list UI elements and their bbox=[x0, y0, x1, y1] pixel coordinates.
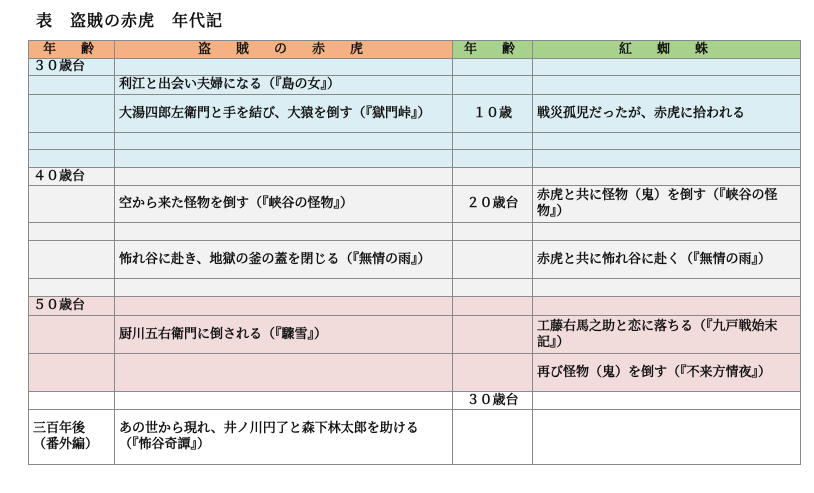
chronology-table bbox=[28, 40, 801, 465]
cell-age2 bbox=[453, 241, 533, 279]
cell-tiger: 大湯四郎左衛門と手を結び、大猿を倒す（『獄門峠』） bbox=[115, 95, 453, 133]
cell-spider bbox=[533, 133, 801, 150]
cell-age bbox=[29, 150, 115, 168]
cell-age: ４０歳台 bbox=[29, 168, 115, 186]
cell-spider: 再び怪物（鬼）を倒す（『不来方情夜』） bbox=[533, 354, 801, 392]
table-row bbox=[29, 392, 801, 410]
cell-tiger bbox=[115, 279, 453, 297]
cell-spider bbox=[533, 76, 801, 95]
cell-age2 bbox=[453, 316, 533, 354]
cell-tiger bbox=[115, 150, 453, 168]
table-row bbox=[29, 76, 801, 95]
cell-spider bbox=[533, 150, 801, 168]
cell-age2 bbox=[453, 354, 533, 392]
cell-tiger bbox=[115, 223, 453, 241]
cell-age bbox=[29, 316, 115, 354]
cell-spider bbox=[533, 392, 801, 410]
table-row bbox=[29, 186, 801, 223]
header-row bbox=[29, 41, 801, 59]
cell-spider bbox=[533, 168, 801, 186]
table-row bbox=[29, 410, 801, 465]
cell-age: 三百年後（番外編） bbox=[29, 410, 115, 465]
cell-age: ３０歳台 bbox=[29, 59, 115, 76]
cell-age: ５０歳台 bbox=[29, 297, 115, 316]
cell-tiger: 厨川五右衛門に倒される（『驟雪』） bbox=[115, 316, 453, 354]
cell-age2: ３０歳台 bbox=[453, 392, 533, 410]
cell-age2 bbox=[453, 223, 533, 241]
table-row bbox=[29, 150, 801, 168]
table-row bbox=[29, 223, 801, 241]
cell-age2: １０歳 bbox=[453, 95, 533, 133]
cell-spider: 工藤右馬之助と恋に落ちる（『九戸戦始末記』） bbox=[533, 316, 801, 354]
cell-age bbox=[29, 223, 115, 241]
cell-spider bbox=[533, 223, 801, 241]
cell-age bbox=[29, 241, 115, 279]
cell-tiger bbox=[115, 168, 453, 186]
table-row bbox=[29, 59, 801, 76]
cell-age2 bbox=[453, 76, 533, 95]
cell-spider: 戦災孤児だったが、赤虎に拾われる bbox=[533, 95, 801, 133]
table-row bbox=[29, 354, 801, 392]
table-row bbox=[29, 241, 801, 279]
cell-age2 bbox=[453, 150, 533, 168]
cell-age bbox=[29, 133, 115, 150]
cell-tiger: 利江と出会い夫婦になる（『島の女』） bbox=[115, 76, 453, 95]
cell-age2 bbox=[453, 59, 533, 76]
cell-age2 bbox=[453, 297, 533, 316]
cell-age2 bbox=[453, 279, 533, 297]
cell-spider: 赤虎と共に怪物（鬼）を倒す（『峡谷の怪物』） bbox=[533, 186, 801, 223]
table-title: 表 盗賊の赤虎 年代記 bbox=[36, 11, 224, 30]
table-row bbox=[29, 316, 801, 354]
cell-age2: ２０歳台 bbox=[453, 186, 533, 223]
header-age-spider: 年 齢 bbox=[453, 41, 533, 59]
cell-age bbox=[29, 76, 115, 95]
cell-tiger: あの世から現れ、井ノ川円了と森下林太郎を助ける（『怖谷奇譚』） bbox=[115, 410, 453, 465]
table-row bbox=[29, 133, 801, 150]
cell-age bbox=[29, 354, 115, 392]
cell-age bbox=[29, 279, 115, 297]
header-spider: 紅 蜘 蛛 bbox=[533, 41, 801, 59]
header-age-tiger: 年 齢 bbox=[29, 41, 115, 59]
cell-age bbox=[29, 186, 115, 223]
cell-spider: 赤虎と共に怖れ谷に赴く（『無情の雨』） bbox=[533, 241, 801, 279]
table-row bbox=[29, 95, 801, 133]
header-red-tiger: 盗 賊 の 赤 虎 bbox=[115, 41, 453, 59]
cell-tiger bbox=[115, 133, 453, 150]
cell-age2 bbox=[453, 168, 533, 186]
cell-tiger bbox=[115, 297, 453, 316]
table-row bbox=[29, 279, 801, 297]
cell-spider bbox=[533, 410, 801, 465]
cell-tiger bbox=[115, 392, 453, 410]
cell-age2 bbox=[453, 133, 533, 150]
table-row bbox=[29, 168, 801, 186]
cell-tiger: 怖れ谷に赴き、地獄の釜の蓋を閉じる（『無情の雨』） bbox=[115, 241, 453, 279]
cell-age2 bbox=[453, 410, 533, 465]
cell-tiger bbox=[115, 59, 453, 76]
table-row bbox=[29, 297, 801, 316]
cell-age bbox=[29, 392, 115, 410]
cell-spider bbox=[533, 279, 801, 297]
cell-tiger bbox=[115, 354, 453, 392]
cell-age bbox=[29, 95, 115, 133]
cell-tiger: 空から来た怪物を倒す（『峡谷の怪物』） bbox=[115, 186, 453, 223]
cell-spider bbox=[533, 297, 801, 316]
cell-spider bbox=[533, 59, 801, 76]
